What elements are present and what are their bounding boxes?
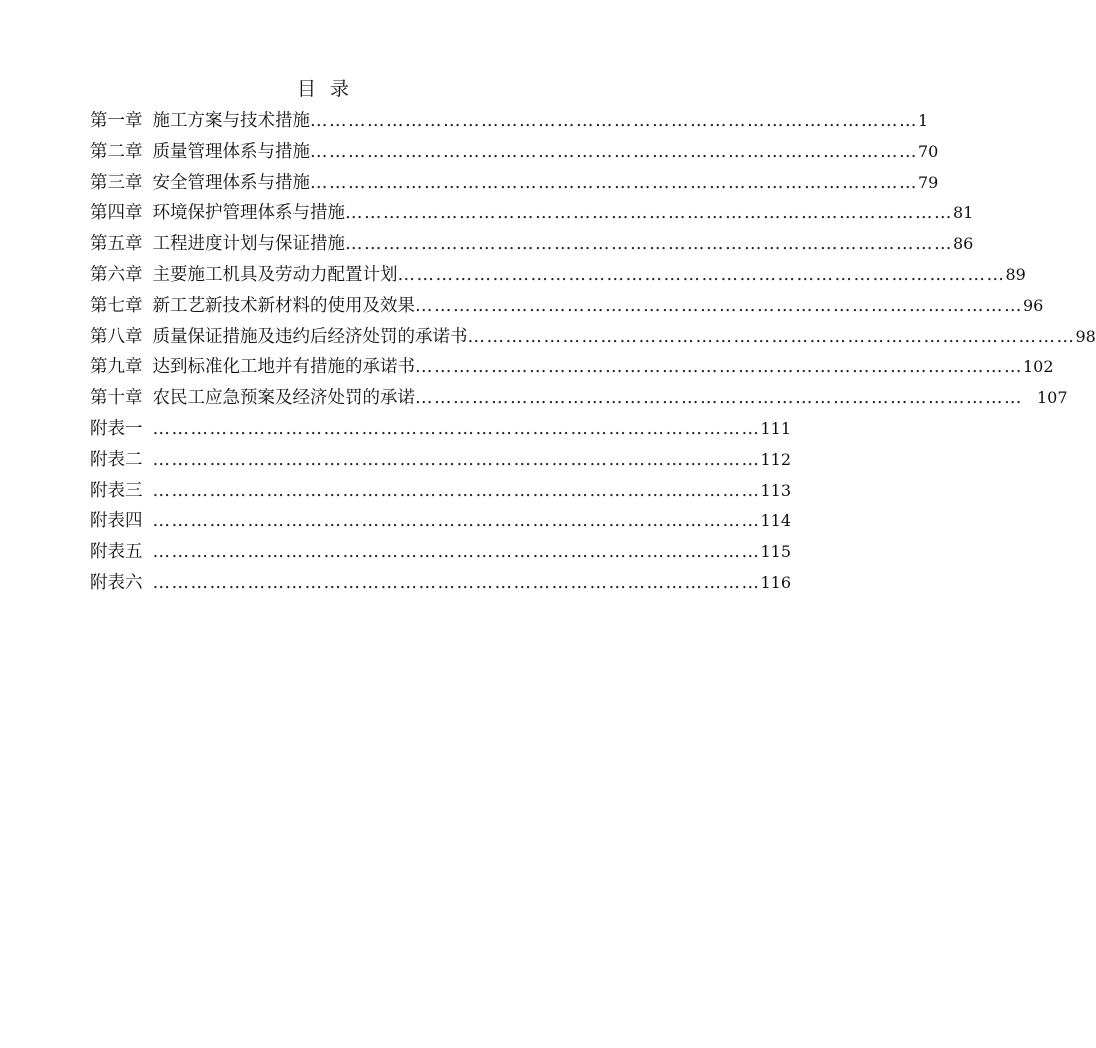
toc-entry-chapter-1[interactable]: [90, 106, 929, 137]
toc-entry-text: 安全管理体系与措施: [152, 172, 310, 193]
toc-entry-label: 第二章: [90, 141, 143, 162]
toc-entry-chapter-8[interactable]: [90, 322, 1096, 353]
toc-entry-text: 环境保护管理体系与措施: [152, 203, 345, 224]
toc-entry-chapter-6[interactable]: [90, 260, 1026, 291]
toc-entry-text: 质量保证措施及违约后经济处罚的承诺书: [152, 326, 468, 347]
toc-entry-page: 70: [918, 141, 939, 161]
toc-entry-appendix-5[interactable]: [90, 537, 792, 568]
toc-entry-text: 主要施工机具及劳动力配置计划: [152, 264, 398, 285]
toc-entry-label: 附表六: [90, 572, 143, 593]
toc-entry-chapter-4[interactable]: [90, 198, 974, 229]
toc-entry-label: 第八章: [90, 326, 143, 347]
dot-leader: ……………………………………………………………………………………: [345, 234, 953, 255]
toc-entry-appendix-4[interactable]: [90, 506, 792, 537]
toc-entry-label: 第五章: [90, 234, 143, 255]
toc-entry-appendix-3[interactable]: [90, 476, 792, 507]
toc-entry-page: 111: [760, 418, 792, 438]
toc-entry-page: 86: [953, 234, 974, 254]
toc-entry-page: 98: [1075, 326, 1096, 346]
toc-entry-chapter-9[interactable]: [90, 352, 1054, 383]
dot-leader: ……………………………………………………………………………………: [415, 388, 1023, 409]
dot-leader: ……………………………………………………………………………………: [467, 326, 1076, 347]
toc-entry-appendix-6[interactable]: [90, 568, 792, 599]
toc-entry-text: 农民工应急预案及经济处罚的承诺: [152, 388, 415, 409]
dot-leader: ……………………………………………………………………………………: [310, 172, 918, 193]
toc-entry-text: 施工方案与技术措施: [152, 111, 310, 131]
dot-leader: ……………………………………………………………………………………: [152, 572, 761, 593]
dot-leader: ……………………………………………………………………………………: [152, 449, 761, 470]
toc-entry-chapter-2[interactable]: [90, 137, 939, 168]
toc-entry-text: 达到标准化工地并有措施的承诺书: [152, 357, 415, 378]
toc-entry-page: 115: [760, 542, 792, 562]
toc-entry-label: 附表二: [90, 449, 143, 470]
dot-leader: ……………………………………………………………………………………: [345, 203, 953, 224]
toc-entry-label: 第九章: [90, 357, 143, 378]
dot-leader: ……………………………………………………………………………………: [310, 141, 918, 162]
toc-entry-page: 81: [953, 203, 974, 223]
toc-entry-label: 附表一: [90, 418, 143, 439]
toc-entry-page: 107: [1037, 388, 1068, 408]
toc-entry-label: 附表三: [90, 480, 143, 501]
dot-leader: ……………………………………………………………………………………: [415, 295, 1023, 316]
toc-entry-page: 102: [1023, 357, 1054, 377]
toc-entry-text: 质量管理体系与措施: [152, 141, 310, 162]
toc-entry-page: 116: [760, 572, 792, 592]
toc-entry-label: 附表五: [90, 542, 143, 563]
toc-entry-chapter-3[interactable]: [90, 168, 939, 199]
toc-entry-label: 第三章: [90, 172, 143, 193]
toc-entry-label: 第十章: [90, 388, 143, 409]
dot-leader: ……………………………………………………………………………………: [152, 542, 761, 563]
toc-entry-appendix-1[interactable]: [90, 414, 792, 445]
toc-entry-page: 96: [1023, 295, 1044, 315]
toc-entry-page: 114: [760, 511, 792, 531]
toc-title: 目录: [296, 78, 363, 100]
dot-leader: ……………………………………………………………………………………: [152, 480, 761, 501]
toc-entry-page: 1: [918, 111, 929, 130]
toc-entry-page: 113: [760, 480, 792, 500]
toc-entry-chapter-7[interactable]: [90, 291, 1044, 322]
toc-entry-page: 112: [760, 449, 792, 469]
dot-leader: ……………………………………………………………………………………: [152, 511, 761, 532]
table-of-contents: [90, 106, 1096, 599]
toc-entry-page: 89: [1005, 264, 1026, 284]
dot-leader: ……………………………………………………………………………………: [397, 264, 1006, 285]
dot-leader: ……………………………………………………………………………………: [415, 357, 1023, 378]
toc-entry-page: 79: [918, 172, 939, 192]
dot-leader: ……………………………………………………………………………………: [310, 111, 918, 131]
toc-entry-text: 新工艺新技术新材料的使用及效果: [152, 295, 415, 316]
toc-entry-text: 工程进度计划与保证措施: [152, 234, 345, 255]
toc-entry-label: 附表四: [90, 511, 143, 532]
toc-entry-label: 第四章: [90, 203, 143, 224]
dot-leader: ……………………………………………………………………………………: [152, 418, 761, 439]
toc-entry-label: 第一章: [90, 111, 143, 131]
toc-entry-chapter-5[interactable]: [90, 229, 974, 260]
toc-entry-label: 第七章: [90, 295, 143, 316]
toc-entry-label: 第六章: [90, 264, 143, 285]
toc-entry-chapter-10[interactable]: [90, 383, 1068, 414]
toc-entry-appendix-2[interactable]: [90, 445, 792, 476]
